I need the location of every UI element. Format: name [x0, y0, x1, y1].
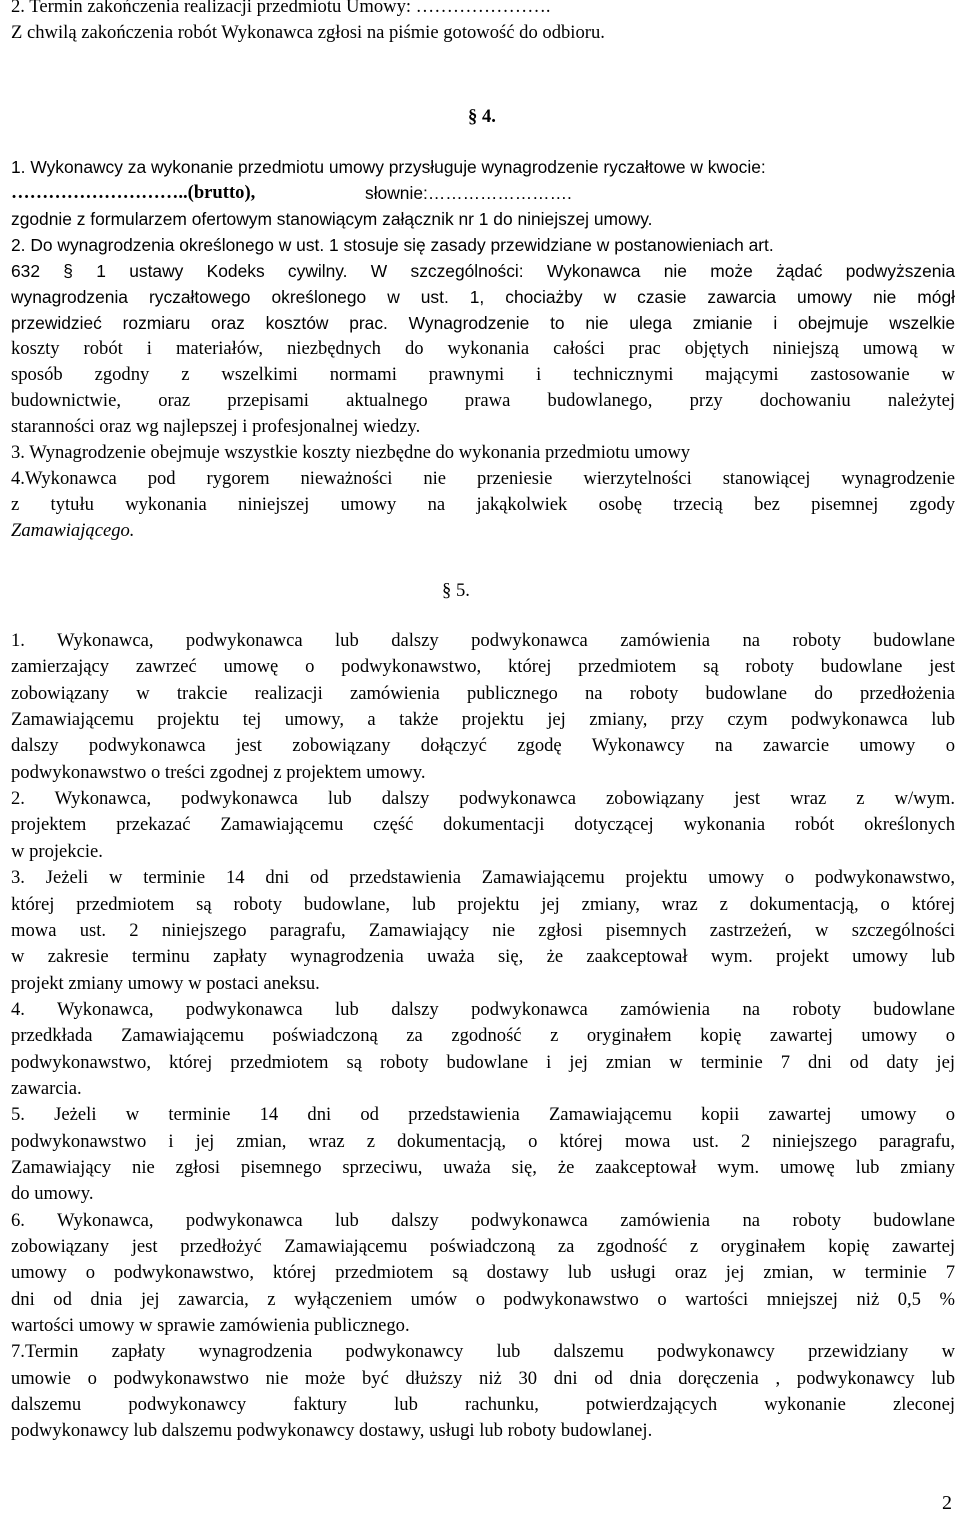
s5-p3-line-1: 3. Jeżeli w terminie 14 dni od przedstawienia Zamawiającemu projektu umowy o podwykonawstwo,	[11, 867, 955, 888]
s4-line-4: 2. Do wynagrodzenia określonego w ust. 1 stosuje się zasady przewidziane w postanowieniach art.	[11, 235, 774, 255]
s3-line-2-text: Z chwilą zakończenia robót Wykonawca zgłosi na piśmie gotowość do odbioru.	[11, 22, 605, 43]
s5-p1-line-6: podwykonawstwo o treści zgodnej z projektem umowy.	[11, 762, 426, 783]
s4-line-14: z tytułu wykonania niniejszej umowy na jakąkolwiek osobę trzecią bez pisemnej zgody	[11, 494, 955, 515]
s3-line-1	[11, 0, 955, 20]
s4-line-5: 632 § 1 ustawy Kodeks cywilny. W szczególności: Wykonawca nie może żądać podwyższenia	[11, 261, 955, 281]
s4-line-11: staranności oraz wg najlepszej i profesjonalnej wiedzy.	[11, 416, 421, 437]
s5-p5-line-1: 5. Jeżeli w terminie 14 dni od przedstawienia Zamawiającemu kopii zawartej umowy o	[11, 1104, 955, 1125]
s5-p4-line-2: przedkłada Zamawiającemu poświadczoną za zgodność z oryginałem kopię zawartej umowy o	[11, 1025, 955, 1046]
s5-p6-line-1: 6. Wykonawca, podwykonawca lub dalszy podwykonawca zamówienia na roboty budowlane	[11, 1210, 955, 1231]
s5-p6-line-4: dni od dnia jej zawarcia, z wyłączeniem umów o podwykonawstwo o wartości mniejszej niż 0,5 %	[11, 1289, 955, 1310]
s5-p7-line-4: podwykonawcy lub dalszemu podwykonawcy dostawy, usługi lub roboty budowlanej.	[11, 1420, 653, 1441]
s3-line-2	[11, 20, 955, 46]
s4-line-6: wynagrodzenia ryczałtowego określonego w ust. 1, chociażby w czasie zawarcia umowy nie mógł	[11, 287, 955, 307]
s5-p7-line-2: umowie o podwykonawstwo nie może być dłuższy niż 30 dni od dnia doręczenia , podwykonawcy lub	[11, 1368, 955, 1389]
s4-line-15: Zamawiającego.	[11, 520, 135, 541]
s5-p5-line-2: podwykonawstwo i jej zmian, wraz z dokumentacją, o której mowa ust. 2 niniejszego paragrafu,	[11, 1131, 955, 1152]
section-4-heading: § 4.	[468, 106, 496, 127]
s4-line-9: sposób zgodny z wszelkimi normami prawnymi i technicznymi mającymi zastosowanie w	[11, 364, 955, 385]
s5-p2-line-3: w projekcie.	[11, 841, 103, 862]
s5-p1-line-3: zobowiązany w trakcie realizacji zamówienia publicznego na roboty budowlane do przedłożenia	[11, 683, 955, 704]
s5-p2-line-1: 2. Wykonawca, podwykonawca lub dalszy podwykonawca zobowiązany jest wraz z w/wym.	[11, 788, 955, 809]
s5-p4-line-3: podwykonawstwo, której przedmiotem są roboty budowlane i jej zmian w terminie 7 dni od daty jej	[11, 1052, 955, 1073]
s4-line-13: 4.Wykonawca pod rygorem nieważności nie przeniesie wierzytelności stanowiącej wynagrodzenie	[11, 468, 955, 489]
s5-p1-line-1: 1. Wykonawca, podwykonawca lub dalszy podwykonawca zamówienia na roboty budowlane	[11, 630, 955, 651]
s4-line-1: 1. Wykonawcy za wykonanie przedmiotu umowy przysługuje wynagrodzenie ryczałtowe w kwocie:	[11, 157, 766, 177]
s5-p1-line-4: Zamawiającemu projektu tej umowy, a także projektu jej zmiany, przy czym podwykonawca lub	[11, 709, 955, 730]
s5-p6-line-3: umowy o podwykonawstwo, której przedmiotem są dostawy lub usługi oraz jej zmian, w terminie 7	[11, 1262, 955, 1283]
s5-p3-line-5: projekt zmiany umowy w postaci aneksu.	[11, 973, 320, 994]
s5-p4-line-1: 4. Wykonawca, podwykonawca lub dalszy podwykonawca zamówienia na roboty budowlane	[11, 999, 955, 1020]
s5-p2-line-2: projektem przekazać Zamawiającemu część dokumentacji dotyczącej wykonania robót określonych	[11, 814, 955, 835]
s5-p4-line-4: zawarcia.	[11, 1078, 82, 1099]
s5-p7-line-3: dalszemu podwykonawcy faktury lub rachunku, potwierdzających wykonanie zleconej	[11, 1394, 955, 1415]
s4-line-3: zgodnie z formularzem ofertowym stanowiącym załącznik nr 1 do niniejszej umowy.	[11, 209, 653, 229]
s5-p5-line-4: do umowy.	[11, 1183, 94, 1204]
section-5-heading: § 5.	[442, 580, 470, 601]
s4-line-10: budownictwie, oraz przepisami aktualnego prawa budowlanego, przy dochowaniu należytej	[11, 390, 955, 411]
s4-line-8: koszty robót i materiałów, niezbędnych do wykonania całości prac objętych niniejszą umową w	[11, 338, 955, 359]
s5-p1-line-2: zamierzający zawrzeć umowę o podwykonawstwo, której przedmiotem są roboty budowlane jest	[11, 656, 955, 677]
s5-p6-line-2: zobowiązany jest przedłożyć Zamawiającemu poświadczoną za zgodność z oryginałem kopię zawartej	[11, 1236, 955, 1257]
s5-p3-line-2: której przedmiotem są roboty budowlane, lub projektu jej zmiany, wraz z dokumentacją, o której	[11, 894, 955, 915]
s5-p6-line-5: wartości umowy w sprawie zamówienia publicznego.	[11, 1315, 410, 1336]
s5-p5-line-3: Zamawiający nie zgłosi pisemnego sprzeciwu, uważa się, że zaakceptował wym. umowę lub zmiany	[11, 1157, 955, 1178]
s5-p1-line-5: dalszy podwykonawca jest zobowiązany dołączyć zgodę Wykonawcy na zawarcie umowy o	[11, 735, 955, 756]
s4-line-12: 3. Wynagrodzenie obejmuje wszystkie koszty niezbędne do wykonania przedmiotu umowy	[11, 442, 691, 463]
s5-p3-line-4: w zakresie terminu zapłaty wynagrodzenia uważa się, że zaakceptował wym. projekt umowy lub	[11, 946, 955, 967]
s4-amount-words: słownie:…………………….	[365, 183, 572, 203]
s5-p3-line-3: mowa ust. 2 niniejszego paragrafu, Zamawiający nie zgłosi pisemnych zastrzeżeń, w szczególności	[11, 920, 955, 941]
s5-p7-line-1: 7.Termin zapłaty wynagrodzenia podwykonawcy lub dalszemu podwykonawcy przewidziany w	[11, 1341, 955, 1362]
s3-line-1-text: 2. Termin zakończenia realizacji przedmiotu Umowy: ………………….	[11, 0, 551, 17]
page-number: 2	[942, 1492, 952, 1514]
s4-amount-brutto: ………………………..(brutto),	[11, 182, 256, 203]
s4-line-7: przewidzieć rozmiaru oraz kosztów prac. Wynagrodzenie to nie ulega zmianie i obejmuje wszelkie	[11, 313, 955, 333]
